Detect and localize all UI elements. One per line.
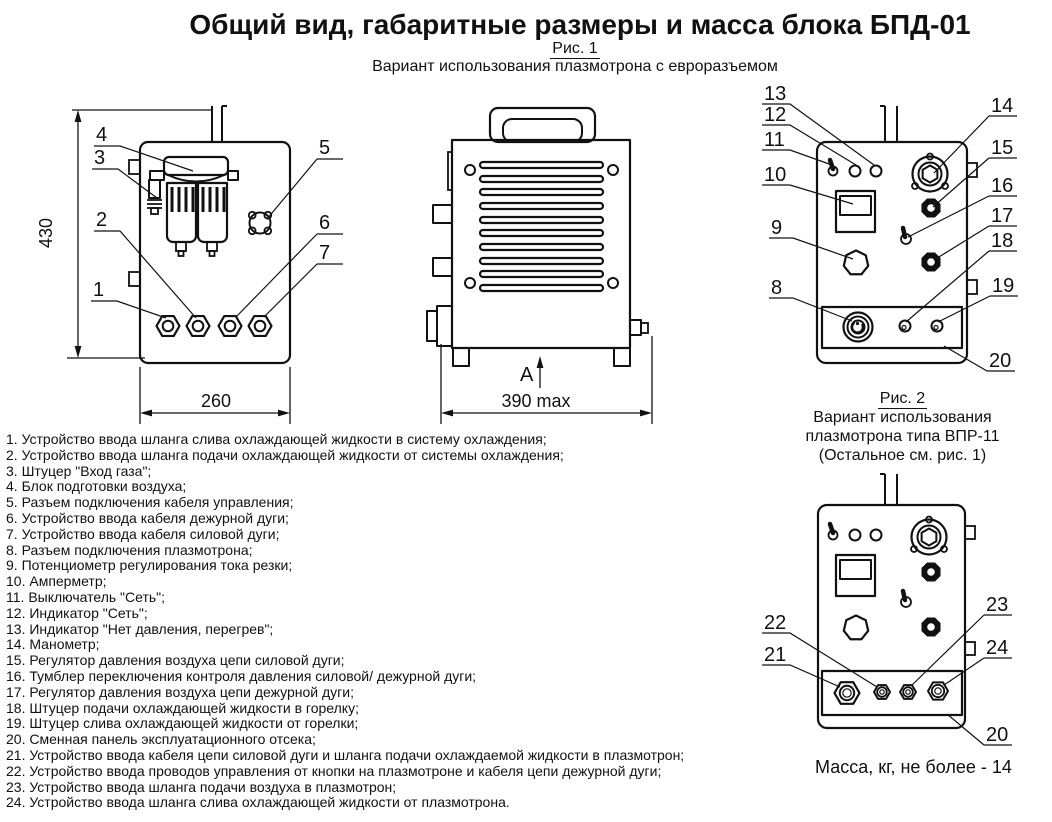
knob-potentiometer-fig2 xyxy=(844,616,868,640)
regulator-pilot-arc-fig2 xyxy=(921,617,940,636)
plasmatron-connector-cap xyxy=(427,311,437,341)
rear-view xyxy=(36,106,343,424)
callout-10-label: 10 xyxy=(764,164,787,186)
fig2-caption: Рис. 2 xyxy=(879,390,926,407)
callout-2-label: 2 xyxy=(96,209,108,231)
legend-item-8: 8. Разъем подключения плазмотрона; xyxy=(6,541,253,558)
air-prep-cap xyxy=(164,157,228,175)
callout-4-label: 4 xyxy=(96,124,108,146)
callout-7 xyxy=(264,242,343,317)
callout-20 xyxy=(944,346,1015,372)
ventilation-grille xyxy=(480,162,603,291)
callout-6-label: 6 xyxy=(319,212,331,234)
width-dimension-label: 260 xyxy=(200,391,232,411)
callout-7-label: 7 xyxy=(319,242,331,264)
callout-3 xyxy=(92,147,157,198)
side-lug xyxy=(433,205,452,223)
legend-item-7: 7. Устройство ввода кабеля силовой дуги; xyxy=(6,525,280,542)
legend-item-20: 20. Сменная панель эксплуатационного отсека; xyxy=(6,731,316,748)
callout-16-label: 16 xyxy=(991,175,1014,197)
callout-7-leader xyxy=(264,264,343,317)
foot xyxy=(453,348,469,366)
callout-21-label: 21 xyxy=(764,644,787,666)
callout-9-leader xyxy=(769,238,853,259)
filter-slots xyxy=(203,187,224,212)
connector-5-control-cable xyxy=(249,212,271,234)
page-title: Общий вид, габаритные размеры и масса блока БПД-01 xyxy=(189,9,971,40)
dimension-width xyxy=(140,367,290,424)
legend-item-17: 17. Регулятор давления воздуха цепи дежурной дуги; xyxy=(6,683,354,700)
callout-8 xyxy=(769,277,852,321)
legend-item-22: 22. Устройство ввода проводов управления от кнопки на плазмотроне и кабеля цепи дежурной дуги; xyxy=(6,762,662,779)
side-lug xyxy=(129,272,140,286)
switch-power-fig2 xyxy=(829,524,838,540)
gauge-14-manometer xyxy=(912,154,948,192)
legend-item-18: 18. Штуцер подачи охлаждающей жидкости в горелку; xyxy=(6,699,359,716)
air-prep-unit-4 xyxy=(164,157,238,256)
connector-8-plasmatron xyxy=(844,313,873,342)
legend-item-3: 3. Штуцер "Вход газа"; xyxy=(6,462,152,479)
fitting-2-coolant-supply xyxy=(187,316,210,336)
legend-item-19: 19. Штуцер слива охлаждающей жидкости от горелки; xyxy=(6,715,359,732)
callout-23-label: 23 xyxy=(986,594,1009,616)
foot xyxy=(614,348,630,366)
legend-item-12: 12. Индикатор "Сеть"; xyxy=(6,604,148,621)
callout-21-leader xyxy=(762,665,840,687)
legend-item-16: 16. Тумблер переключения контроля давления силовой/ дежурной дуги; xyxy=(6,667,477,684)
fitting-7-power-arc-cable xyxy=(249,316,272,336)
indicator-no-pressure-fig2 xyxy=(871,530,882,541)
legend-item-6: 6. Устройство ввода кабеля дежурной дуги; xyxy=(6,509,289,526)
grille-slat xyxy=(480,271,603,277)
view-arrow-A xyxy=(520,356,543,388)
legend-item-15: 15. Регулятор давления воздуха цепи силовой дуги; xyxy=(6,652,345,669)
side-lug xyxy=(965,642,975,655)
callout-11-leader xyxy=(762,150,832,165)
callout-3-label: 3 xyxy=(94,147,106,169)
fig2-subcaption-line3: (Остальное см. рис. 1) xyxy=(818,447,987,464)
legend-list xyxy=(6,432,766,811)
regulator-17 xyxy=(921,252,940,271)
side-lug xyxy=(967,280,977,294)
mass-note: Масса, кг, не более - 14 xyxy=(815,757,1012,777)
regulator-power-arc-fig2 xyxy=(921,562,940,581)
fig2-subcaption-line1: Вариант использования xyxy=(813,409,992,426)
filter-slots xyxy=(172,187,193,212)
callout-19 xyxy=(938,275,1018,322)
indicator-12-power xyxy=(850,166,861,177)
fitting-6-pilot-arc-cable xyxy=(219,316,242,336)
connector-body xyxy=(250,213,271,234)
callout-13-label: 13 xyxy=(764,83,787,105)
callout-22-label: 22 xyxy=(764,612,787,634)
fig1-caption-block xyxy=(300,40,850,76)
side-lug xyxy=(433,258,452,276)
grille-slat xyxy=(480,230,603,236)
callout-8-label: 8 xyxy=(771,277,783,299)
grille-slat xyxy=(480,285,603,291)
front-view-fig1 xyxy=(762,83,1018,372)
carry-handle-cutout xyxy=(503,119,582,142)
callout-20-label: 20 xyxy=(989,350,1012,372)
fitting-1-coolant-drain xyxy=(157,316,180,336)
callout-5 xyxy=(267,137,343,219)
carry-handle xyxy=(490,108,595,142)
connector-key-dot xyxy=(856,322,859,325)
callout-2 xyxy=(94,209,196,318)
callout-4 xyxy=(94,124,193,171)
callout-11 xyxy=(762,129,832,165)
grille-slat xyxy=(480,258,603,264)
callout-5-label: 5 xyxy=(319,137,331,159)
rear-fitting-tip xyxy=(641,323,648,333)
legend-item-14: 14. Манометр; xyxy=(6,636,100,653)
legend-item-4: 4. Блок подготовки воздуха; xyxy=(6,478,187,495)
fitting-23 xyxy=(900,685,916,699)
callout-17-label: 17 xyxy=(991,205,1014,227)
side-lug xyxy=(965,526,975,539)
corner-screw xyxy=(465,278,475,288)
grille-slat xyxy=(480,217,603,223)
callout-1-label: 1 xyxy=(93,279,105,301)
toggle-lever xyxy=(903,591,905,600)
toggle-pressure-fig2 xyxy=(901,591,911,607)
legend-item-1: 1. Устройство ввода шланга слива охлаждающей жидкости в систему охлаждения; xyxy=(6,431,547,447)
front-view-fig2 xyxy=(762,474,1012,746)
callout-8-leader xyxy=(769,298,852,321)
legend-item-5: 5. Разъем подключения кабеля управления; xyxy=(6,494,294,511)
filter-drain-tip xyxy=(179,251,184,256)
indicator-13-no-pressure xyxy=(871,166,882,177)
grille-slat xyxy=(480,176,603,182)
callout-3-leader xyxy=(92,169,157,198)
fig1-subcaption: Вариант использования плазмотрона с евроразъемом xyxy=(372,58,778,75)
callout-18-label: 18 xyxy=(991,230,1014,252)
fig2-caption-block xyxy=(790,389,1015,465)
callout-5-leader xyxy=(267,159,343,219)
view-arrow-label: А xyxy=(520,364,534,386)
gauge-manometer-fig2 xyxy=(911,517,947,555)
ammeter-10 xyxy=(836,191,875,232)
legend-item-10: 10. Амперметр; xyxy=(6,573,107,590)
fitting-21 xyxy=(835,682,860,704)
callout-19-label: 19 xyxy=(992,275,1015,297)
legend-item-21: 21. Устройство ввода кабеля цепи силовой дуги и шланга подачи охлаждаемой жидкости в плазмотрон; xyxy=(6,746,685,763)
grille-slat xyxy=(480,203,603,209)
ammeter-fig2 xyxy=(836,555,875,596)
filter-drain-tip xyxy=(210,251,215,256)
elbow-horizontal xyxy=(150,171,164,180)
side-view xyxy=(427,108,652,424)
legend-item-9: 9. Потенциометр регулирования тока резки; xyxy=(6,557,293,574)
plasmatron-connector-side xyxy=(437,306,452,346)
grille-slat xyxy=(480,162,603,168)
corner-screw xyxy=(465,165,475,175)
legend-item-11: 11. Выключатель "Сеть"; xyxy=(6,588,166,605)
callout-9-label: 9 xyxy=(771,217,783,239)
callout-9 xyxy=(769,217,853,259)
fitting-19-coolant-drain xyxy=(932,321,943,332)
grille-slat xyxy=(480,189,603,195)
callout-20-fig2 xyxy=(947,714,1012,746)
corner-screw xyxy=(608,165,618,175)
switch-11-power xyxy=(829,160,838,176)
legend-item-24: 24. Устройство ввода шланга слива охлаждающей жидкости от плазмотрона. xyxy=(6,794,510,811)
dimension-depth xyxy=(441,336,652,424)
callout-20-fig2-label: 20 xyxy=(986,724,1009,746)
elbow-vertical xyxy=(149,180,160,198)
callout-2-leader xyxy=(94,231,196,318)
grille-slat xyxy=(480,244,603,250)
rear-fitting-side xyxy=(630,320,641,335)
callout-15-label: 15 xyxy=(991,137,1014,159)
callout-1-leader xyxy=(91,301,166,318)
callout-4-leader xyxy=(94,146,193,171)
filter-drain xyxy=(207,242,217,251)
legend-item-2: 2. Устройство ввода шланга подачи охлаждающей жидкости от системы охлаждения; xyxy=(6,446,564,463)
front-enclosure xyxy=(817,142,967,363)
callout-14 xyxy=(934,95,1017,173)
corner-screw xyxy=(608,278,618,288)
fitting-18-coolant-supply xyxy=(900,321,911,332)
depth-dimension-label: 390 max xyxy=(501,391,571,411)
air-prep-port xyxy=(228,171,238,180)
knob-9-current-potentiometer xyxy=(844,251,868,275)
vent-pipe xyxy=(880,474,897,505)
toggle-lever xyxy=(903,228,905,237)
fitting-ribs xyxy=(147,200,162,208)
height-dimension-label: 430 xyxy=(36,217,56,249)
fig2-subcaption-line2: плазмотрона типа ВПР-11 xyxy=(805,428,1000,445)
callout-12-label: 12 xyxy=(764,104,787,126)
vent-pipe xyxy=(212,106,227,142)
toggle-lever xyxy=(830,524,833,533)
callout-14-label: 14 xyxy=(991,95,1014,117)
callout-19-leader xyxy=(938,296,1018,322)
indicator-power-fig2 xyxy=(850,530,861,541)
legend-item-13: 13. Индикатор "Нет давления, перегрев"; xyxy=(6,620,274,637)
fitting-tip xyxy=(151,208,158,214)
callout-24-label: 24 xyxy=(986,637,1009,659)
regulator-15 xyxy=(921,198,940,217)
callout-11-label: 11 xyxy=(764,129,785,151)
callout-21 xyxy=(762,644,840,687)
side-lug xyxy=(129,160,140,174)
fig1-caption: Рис. 1 xyxy=(552,40,598,57)
filter-drain xyxy=(176,242,186,251)
vent-pipe xyxy=(880,106,897,142)
legend-item-23: 23. Устройство ввода шланга подачи воздуха в плазмотрон; xyxy=(6,778,397,795)
